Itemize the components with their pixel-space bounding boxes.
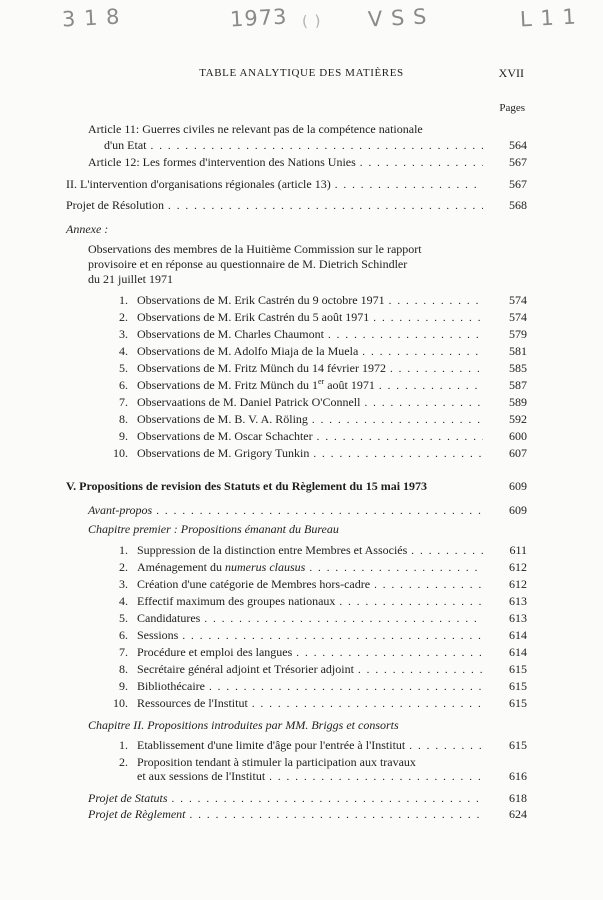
toc-page: 612 xyxy=(509,577,527,591)
toc-page: 564 xyxy=(509,138,527,152)
dot-leader xyxy=(190,807,483,823)
item-text: Observations de M. Adolfo Miaja de la Muela xyxy=(137,344,359,358)
toc-page: 587 xyxy=(509,378,527,392)
chapter-title: Chapitre II. Propositions introduites par MM. Briggs et consorts xyxy=(88,718,399,732)
toc-page: 609 xyxy=(509,479,527,493)
item-number: 1. xyxy=(119,543,128,557)
item-text: Suppression de la distinction entre Membres et Associés xyxy=(137,543,408,557)
dot-leader xyxy=(209,679,483,695)
item-text: Bibliothécaire xyxy=(137,679,205,693)
toc-entry-text: Projet de Règlement xyxy=(88,807,186,821)
toc-page: 567 xyxy=(509,155,527,169)
toc-page: 618 xyxy=(509,791,527,805)
handwritten-note: V S S xyxy=(367,4,428,32)
item-text: Observations de M. Charles Chaumont xyxy=(137,327,324,341)
toc-page: 614 xyxy=(509,645,527,659)
dot-leader xyxy=(409,738,483,754)
toc-page: 615 xyxy=(509,738,527,752)
item-number: 8. xyxy=(119,412,128,426)
dot-leader xyxy=(389,293,483,309)
dot-leader xyxy=(358,662,483,678)
dot-leader xyxy=(317,429,483,445)
dot-leader xyxy=(364,395,483,411)
annex-intro-line: provisoire et en réponse au questionnaire de M. Dietrich Schindler xyxy=(88,257,408,271)
dot-leader xyxy=(168,198,483,214)
toc-page: 613 xyxy=(509,611,527,625)
item-text: Observations de M. Fritz Münch du 14 février 1972 xyxy=(137,361,386,375)
item-number: 9. xyxy=(119,429,128,443)
toc-page: 615 xyxy=(509,662,527,676)
dot-leader xyxy=(411,543,483,559)
toc-page: 609 xyxy=(509,503,527,517)
item-number: 2. xyxy=(119,310,128,324)
toc-page: 567 xyxy=(509,177,527,191)
item-text: Observaations de M. Daniel Patrick O'Connell xyxy=(137,395,361,409)
toc-page: 568 xyxy=(509,198,527,212)
dot-leader xyxy=(312,412,483,428)
item-text: et aux sessions de l'Institut xyxy=(137,769,266,783)
item-number: 4. xyxy=(119,594,128,608)
item-text: Ressources de l'Institut xyxy=(137,696,248,710)
item-text: Aménagement du numerus clausus xyxy=(137,560,306,574)
dot-leader xyxy=(362,344,483,360)
item-text: Sessions xyxy=(137,628,179,642)
item-number: 9. xyxy=(119,679,128,693)
toc-entry-text: Article 12: Les formes d'intervention des Nations Unies xyxy=(88,155,356,169)
page-number: XVII xyxy=(498,66,524,80)
item-number: 5. xyxy=(119,611,128,625)
item-number: 5. xyxy=(119,361,128,375)
handwritten-note: 3 1 8 xyxy=(61,4,122,32)
item-number: 10. xyxy=(113,696,128,710)
toc-page: 574 xyxy=(509,293,527,307)
dot-leader xyxy=(390,361,483,377)
toc-page: 589 xyxy=(509,395,527,409)
toc-page: 600 xyxy=(509,429,527,443)
toc-page: 624 xyxy=(509,807,527,821)
item-text: Observations de M. Grigory Tunkin xyxy=(137,446,310,460)
dot-leader xyxy=(360,155,483,171)
toc-entry-text: Article 11: Guerres civiles ne relevant pas de la compétence nationale xyxy=(88,122,423,136)
item-text: Observations de M. Fritz Münch du 1er août 1971 xyxy=(137,377,375,392)
item-number: 2. xyxy=(119,755,128,769)
toc-entry-text: Projet de Résolution xyxy=(66,198,164,212)
annex-label: Annexe : xyxy=(66,222,109,236)
toc-page: 581 xyxy=(509,344,527,358)
handwritten-note: L 1 1 xyxy=(519,4,578,32)
dot-leader xyxy=(309,560,483,576)
toc-page: 574 xyxy=(509,310,527,324)
toc-page: 592 xyxy=(509,412,527,426)
toc-page: 607 xyxy=(509,446,527,460)
toc-page: 612 xyxy=(509,560,527,574)
item-text: Création d'une catégorie de Membres hors-cadre xyxy=(137,577,371,591)
toc-page: 615 xyxy=(509,679,527,693)
toc-page: 616 xyxy=(509,769,527,783)
item-number: 4. xyxy=(119,344,128,358)
dot-leader xyxy=(328,327,483,343)
item-text: Effectif maximum des groupes nationaux xyxy=(137,594,336,608)
dot-leader xyxy=(374,577,483,593)
item-text: Observations de M. Erik Castrén du 5 août 1971 xyxy=(137,310,370,324)
toc-entry-text: d'un Etat xyxy=(104,138,147,152)
dot-leader xyxy=(335,177,483,193)
dot-leader xyxy=(156,503,483,519)
pages-column-label: Pages xyxy=(499,102,525,114)
item-number: 7. xyxy=(119,645,128,659)
section-title: V. Propositions de revision des Statuts et du Règlement du 15 mai 1973 xyxy=(66,479,428,493)
item-number: 2. xyxy=(119,560,128,574)
item-text: Observations de M. Oscar Schachter xyxy=(137,429,313,443)
item-number: 1. xyxy=(119,293,128,307)
chapter-title: Chapitre premier : Propositions émanant du Bureau xyxy=(88,522,339,536)
annex-intro-line: du 21 juillet 1971 xyxy=(88,272,173,286)
dot-leader xyxy=(373,310,483,326)
toc-page: 611 xyxy=(509,543,527,557)
item-number: 10. xyxy=(113,446,128,460)
dot-leader xyxy=(204,611,483,627)
toc-page: 585 xyxy=(509,361,527,375)
item-number: 6. xyxy=(119,378,128,392)
item-number: 8. xyxy=(119,662,128,676)
annex-intro-line: Observations des membres de la Huitième Commission sur le rapport xyxy=(88,242,422,256)
item-text: Candidatures xyxy=(137,611,201,625)
dot-leader xyxy=(296,645,483,661)
dot-leader xyxy=(182,628,483,644)
dot-leader xyxy=(339,594,483,610)
dot-leader xyxy=(151,138,484,154)
dot-leader xyxy=(269,769,483,785)
running-title: TABLE ANALYTIQUE DES MATIÈRES xyxy=(199,67,404,79)
handwritten-note: ( ) xyxy=(301,11,322,31)
toc-entry-text: Projet de Statuts xyxy=(88,791,168,805)
item-text: Procédure et emploi des langues xyxy=(137,645,293,659)
handwritten-note: 1973 xyxy=(229,4,289,32)
toc-entry-text: Avant-propos xyxy=(88,503,153,517)
item-text: Secrétaire général adjoint et Trésorier adjoint xyxy=(137,662,354,676)
item-number: 3. xyxy=(119,327,128,341)
toc-page: 614 xyxy=(509,628,527,642)
item-number: 1. xyxy=(119,738,128,752)
item-text: Observations de M. B. V. A. Röling xyxy=(137,412,308,426)
item-text: Observations de M. Erik Castrén du 9 octobre 1971 xyxy=(137,293,385,307)
item-number: 7. xyxy=(119,395,128,409)
item-number: 3. xyxy=(119,577,128,591)
item-number: 6. xyxy=(119,628,128,642)
dot-leader xyxy=(379,378,483,394)
toc-entry-text: II. L'intervention d'organisations régionales (article 13) xyxy=(66,177,331,191)
item-text: Etablissement d'une limite d'âge pour l'entrée à l'Institut xyxy=(137,738,406,752)
dot-leader xyxy=(313,446,483,462)
toc-page: 613 xyxy=(509,594,527,608)
dot-leader xyxy=(252,696,483,712)
item-text: Proposition tendant à stimuler la participation aux travaux xyxy=(137,755,416,769)
toc-page: 615 xyxy=(509,696,527,710)
toc-page: 579 xyxy=(509,327,527,341)
dot-leader xyxy=(172,791,483,807)
